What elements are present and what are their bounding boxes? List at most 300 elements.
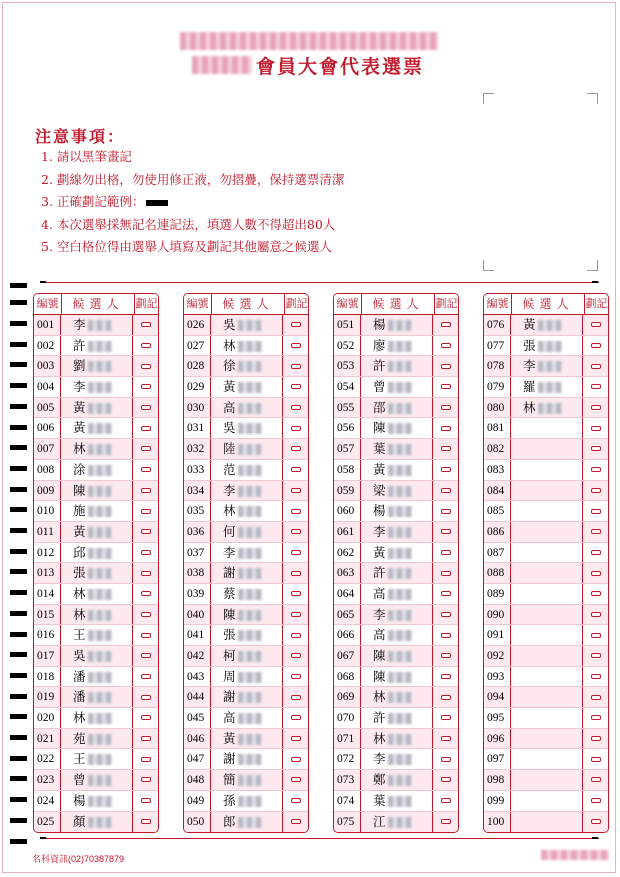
candidate-name[interactable] (511, 791, 583, 811)
mark-cell[interactable] (433, 563, 458, 583)
mark-box-icon[interactable] (291, 653, 301, 658)
mark-cell[interactable] (133, 543, 158, 563)
mark-cell[interactable] (583, 481, 608, 501)
mark-cell[interactable] (433, 749, 458, 769)
mark-box-icon[interactable] (441, 384, 451, 389)
mark-cell[interactable] (583, 646, 608, 666)
mark-cell[interactable] (433, 439, 458, 459)
mark-cell[interactable] (583, 522, 608, 542)
mark-cell[interactable] (133, 460, 158, 480)
mark-cell[interactable] (133, 667, 158, 687)
mark-box-icon[interactable] (141, 715, 151, 720)
mark-cell[interactable] (283, 563, 308, 583)
mark-cell[interactable] (433, 543, 458, 563)
mark-box-icon[interactable] (141, 591, 151, 596)
mark-box-icon[interactable] (441, 695, 451, 700)
mark-cell[interactable] (133, 646, 158, 666)
mark-cell[interactable] (583, 418, 608, 438)
candidate-name[interactable] (361, 812, 433, 833)
candidate-name[interactable] (361, 501, 433, 521)
mark-box-icon[interactable] (591, 633, 601, 638)
candidate-name[interactable] (211, 377, 283, 397)
mark-box-icon[interactable] (591, 488, 601, 493)
mark-box-icon[interactable] (141, 322, 151, 327)
mark-cell[interactable] (583, 667, 608, 687)
mark-box-icon[interactable] (591, 695, 601, 700)
mark-cell[interactable] (283, 377, 308, 397)
candidate-name[interactable] (61, 667, 133, 687)
mark-box-icon[interactable] (291, 819, 301, 824)
mark-cell[interactable] (283, 481, 308, 501)
candidate-name[interactable] (361, 687, 433, 707)
mark-box-icon[interactable] (141, 446, 151, 451)
mark-cell[interactable] (433, 729, 458, 749)
candidate-name[interactable] (511, 543, 583, 563)
mark-box-icon[interactable] (291, 612, 301, 617)
mark-box-icon[interactable] (141, 819, 151, 824)
mark-cell[interactable] (433, 398, 458, 418)
candidate-name[interactable] (361, 770, 433, 790)
mark-cell[interactable] (433, 377, 458, 397)
mark-cell[interactable] (583, 460, 608, 480)
mark-box-icon[interactable] (291, 591, 301, 596)
mark-cell[interactable] (283, 584, 308, 604)
mark-box-icon[interactable] (291, 633, 301, 638)
mark-cell[interactable] (283, 543, 308, 563)
candidate-name[interactable] (61, 460, 133, 480)
mark-box-icon[interactable] (291, 571, 301, 576)
mark-box-icon[interactable] (441, 653, 451, 658)
mark-box-icon[interactable] (291, 364, 301, 369)
mark-box-icon[interactable] (591, 467, 601, 472)
mark-box-icon[interactable] (441, 509, 451, 514)
mark-cell[interactable] (133, 625, 158, 645)
candidate-name[interactable] (211, 749, 283, 769)
mark-cell[interactable] (583, 336, 608, 356)
mark-box-icon[interactable] (441, 550, 451, 555)
mark-box-icon[interactable] (591, 798, 601, 803)
candidate-name[interactable] (511, 563, 583, 583)
mark-cell[interactable] (433, 708, 458, 728)
candidate-name[interactable] (61, 356, 133, 376)
candidate-name[interactable] (511, 770, 583, 790)
mark-box-icon[interactable] (441, 757, 451, 762)
mark-cell[interactable] (133, 729, 158, 749)
mark-box-icon[interactable] (591, 364, 601, 369)
mark-cell[interactable] (283, 708, 308, 728)
mark-cell[interactable] (133, 812, 158, 833)
mark-cell[interactable] (133, 605, 158, 625)
candidate-name[interactable] (361, 439, 433, 459)
candidate-name[interactable] (211, 336, 283, 356)
mark-cell[interactable] (283, 646, 308, 666)
mark-cell[interactable] (283, 667, 308, 687)
mark-cell[interactable] (283, 729, 308, 749)
mark-box-icon[interactable] (441, 591, 451, 596)
mark-cell[interactable] (133, 770, 158, 790)
candidate-name[interactable] (511, 398, 583, 418)
mark-box-icon[interactable] (591, 343, 601, 348)
mark-cell[interactable] (433, 522, 458, 542)
candidate-name[interactable] (61, 584, 133, 604)
mark-box-icon[interactable] (291, 715, 301, 720)
mark-box-icon[interactable] (441, 736, 451, 741)
mark-box-icon[interactable] (141, 384, 151, 389)
mark-box-icon[interactable] (141, 633, 151, 638)
mark-box-icon[interactable] (291, 695, 301, 700)
mark-cell[interactable] (583, 729, 608, 749)
mark-cell[interactable] (583, 584, 608, 604)
candidate-name[interactable] (61, 749, 133, 769)
candidate-name[interactable] (361, 584, 433, 604)
candidate-name[interactable] (211, 584, 283, 604)
mark-cell[interactable] (583, 605, 608, 625)
candidate-name[interactable] (211, 315, 283, 335)
mark-box-icon[interactable] (441, 488, 451, 493)
mark-cell[interactable] (433, 336, 458, 356)
candidate-name[interactable] (211, 522, 283, 542)
candidate-name[interactable] (511, 315, 583, 335)
mark-box-icon[interactable] (591, 674, 601, 679)
mark-cell[interactable] (133, 749, 158, 769)
mark-box-icon[interactable] (441, 529, 451, 534)
mark-box-icon[interactable] (291, 467, 301, 472)
candidate-name[interactable] (361, 543, 433, 563)
mark-box-icon[interactable] (591, 529, 601, 534)
candidate-name[interactable] (361, 336, 433, 356)
mark-cell[interactable] (583, 791, 608, 811)
mark-box-icon[interactable] (441, 322, 451, 327)
mark-box-icon[interactable] (141, 571, 151, 576)
mark-cell[interactable] (133, 336, 158, 356)
mark-cell[interactable] (583, 377, 608, 397)
candidate-name[interactable] (61, 315, 133, 335)
candidate-name[interactable] (211, 543, 283, 563)
mark-box-icon[interactable] (591, 736, 601, 741)
mark-box-icon[interactable] (141, 798, 151, 803)
candidate-name[interactable] (511, 605, 583, 625)
mark-box-icon[interactable] (141, 364, 151, 369)
mark-cell[interactable] (133, 501, 158, 521)
mark-box-icon[interactable] (291, 550, 301, 555)
candidate-name[interactable] (361, 418, 433, 438)
mark-box-icon[interactable] (591, 612, 601, 617)
candidate-name[interactable] (361, 791, 433, 811)
mark-box-icon[interactable] (591, 550, 601, 555)
candidate-name[interactable] (61, 439, 133, 459)
candidate-name[interactable] (211, 812, 283, 833)
candidate-name[interactable] (511, 708, 583, 728)
candidate-name[interactable] (361, 646, 433, 666)
mark-box-icon[interactable] (441, 798, 451, 803)
candidate-name[interactable] (211, 646, 283, 666)
mark-cell[interactable] (433, 667, 458, 687)
candidate-name[interactable] (511, 667, 583, 687)
mark-box-icon[interactable] (291, 488, 301, 493)
candidate-name[interactable] (511, 439, 583, 459)
mark-cell[interactable] (433, 812, 458, 833)
mark-box-icon[interactable] (591, 509, 601, 514)
candidate-name[interactable] (361, 605, 433, 625)
mark-cell[interactable] (433, 315, 458, 335)
mark-box-icon[interactable] (591, 446, 601, 451)
candidate-name[interactable] (361, 398, 433, 418)
mark-cell[interactable] (583, 687, 608, 707)
candidate-name[interactable] (211, 501, 283, 521)
mark-box-icon[interactable] (441, 633, 451, 638)
mark-box-icon[interactable] (441, 467, 451, 472)
candidate-name[interactable] (61, 687, 133, 707)
mark-box-icon[interactable] (141, 426, 151, 431)
candidate-name[interactable] (361, 667, 433, 687)
mark-cell[interactable] (583, 439, 608, 459)
mark-cell[interactable] (283, 625, 308, 645)
candidate-name[interactable] (61, 522, 133, 542)
mark-box-icon[interactable] (141, 674, 151, 679)
mark-box-icon[interactable] (591, 384, 601, 389)
mark-cell[interactable] (433, 501, 458, 521)
candidate-name[interactable] (211, 439, 283, 459)
mark-cell[interactable] (283, 605, 308, 625)
mark-cell[interactable] (433, 605, 458, 625)
candidate-name[interactable] (361, 563, 433, 583)
mark-cell[interactable] (583, 749, 608, 769)
candidate-name[interactable] (511, 625, 583, 645)
mark-box-icon[interactable] (141, 757, 151, 762)
candidate-name[interactable] (511, 501, 583, 521)
mark-cell[interactable] (433, 418, 458, 438)
candidate-name[interactable] (61, 625, 133, 645)
candidate-name[interactable] (61, 563, 133, 583)
mark-cell[interactable] (433, 625, 458, 645)
mark-box-icon[interactable] (441, 364, 451, 369)
mark-cell[interactable] (433, 481, 458, 501)
candidate-name[interactable] (61, 501, 133, 521)
mark-box-icon[interactable] (441, 405, 451, 410)
candidate-name[interactable] (61, 543, 133, 563)
mark-cell[interactable] (133, 356, 158, 376)
mark-box-icon[interactable] (141, 777, 151, 782)
mark-cell[interactable] (433, 646, 458, 666)
mark-box-icon[interactable] (141, 405, 151, 410)
mark-box-icon[interactable] (441, 571, 451, 576)
mark-cell[interactable] (133, 563, 158, 583)
mark-box-icon[interactable] (141, 695, 151, 700)
mark-cell[interactable] (583, 543, 608, 563)
candidate-name[interactable] (361, 522, 433, 542)
mark-cell[interactable] (133, 481, 158, 501)
candidate-name[interactable] (511, 729, 583, 749)
mark-box-icon[interactable] (291, 426, 301, 431)
mark-box-icon[interactable] (291, 446, 301, 451)
candidate-name[interactable] (61, 377, 133, 397)
mark-box-icon[interactable] (291, 777, 301, 782)
candidate-name[interactable] (61, 418, 133, 438)
mark-box-icon[interactable] (291, 674, 301, 679)
mark-cell[interactable] (283, 770, 308, 790)
candidate-name[interactable] (211, 667, 283, 687)
mark-cell[interactable] (583, 501, 608, 521)
mark-box-icon[interactable] (591, 426, 601, 431)
mark-cell[interactable] (133, 418, 158, 438)
mark-box-icon[interactable] (291, 736, 301, 741)
mark-cell[interactable] (283, 501, 308, 521)
candidate-name[interactable] (211, 708, 283, 728)
mark-box-icon[interactable] (591, 405, 601, 410)
mark-cell[interactable] (283, 356, 308, 376)
mark-cell[interactable] (133, 439, 158, 459)
mark-box-icon[interactable] (141, 612, 151, 617)
mark-cell[interactable] (583, 625, 608, 645)
mark-cell[interactable] (283, 439, 308, 459)
candidate-name[interactable] (511, 460, 583, 480)
candidate-name[interactable] (61, 336, 133, 356)
candidate-name[interactable] (211, 460, 283, 480)
mark-box-icon[interactable] (291, 529, 301, 534)
mark-cell[interactable] (133, 315, 158, 335)
mark-cell[interactable] (283, 418, 308, 438)
candidate-name[interactable] (211, 770, 283, 790)
mark-cell[interactable] (283, 749, 308, 769)
mark-cell[interactable] (433, 356, 458, 376)
candidate-name[interactable] (511, 418, 583, 438)
mark-box-icon[interactable] (591, 757, 601, 762)
candidate-name[interactable] (61, 791, 133, 811)
mark-box-icon[interactable] (441, 715, 451, 720)
mark-box-icon[interactable] (291, 757, 301, 762)
candidate-name[interactable] (211, 398, 283, 418)
candidate-name[interactable] (511, 522, 583, 542)
mark-box-icon[interactable] (291, 343, 301, 348)
candidate-name[interactable] (511, 646, 583, 666)
candidate-name[interactable] (511, 749, 583, 769)
candidate-name[interactable] (511, 356, 583, 376)
mark-box-icon[interactable] (291, 509, 301, 514)
mark-cell[interactable] (583, 398, 608, 418)
mark-box-icon[interactable] (591, 715, 601, 720)
mark-box-icon[interactable] (141, 343, 151, 348)
mark-cell[interactable] (283, 522, 308, 542)
mark-box-icon[interactable] (441, 819, 451, 824)
mark-box-icon[interactable] (141, 550, 151, 555)
candidate-name[interactable] (61, 770, 133, 790)
candidate-name[interactable] (211, 729, 283, 749)
mark-box-icon[interactable] (141, 509, 151, 514)
candidate-name[interactable] (61, 398, 133, 418)
mark-cell[interactable] (133, 791, 158, 811)
mark-cell[interactable] (583, 812, 608, 833)
candidate-name[interactable] (211, 605, 283, 625)
mark-cell[interactable] (283, 336, 308, 356)
mark-box-icon[interactable] (291, 322, 301, 327)
mark-box-icon[interactable] (441, 343, 451, 348)
mark-cell[interactable] (283, 812, 308, 833)
mark-cell[interactable] (583, 563, 608, 583)
candidate-name[interactable] (511, 336, 583, 356)
mark-box-icon[interactable] (591, 819, 601, 824)
mark-box-icon[interactable] (141, 488, 151, 493)
mark-box-icon[interactable] (141, 529, 151, 534)
mark-box-icon[interactable] (591, 322, 601, 327)
mark-box-icon[interactable] (591, 777, 601, 782)
candidate-name[interactable] (511, 377, 583, 397)
mark-cell[interactable] (133, 687, 158, 707)
candidate-name[interactable] (211, 418, 283, 438)
candidate-name[interactable] (61, 605, 133, 625)
mark-cell[interactable] (433, 460, 458, 480)
mark-box-icon[interactable] (291, 384, 301, 389)
mark-box-icon[interactable] (441, 446, 451, 451)
mark-box-icon[interactable] (591, 591, 601, 596)
mark-cell[interactable] (583, 770, 608, 790)
mark-cell[interactable] (583, 315, 608, 335)
mark-box-icon[interactable] (291, 405, 301, 410)
mark-box-icon[interactable] (141, 653, 151, 658)
mark-cell[interactable] (433, 584, 458, 604)
mark-cell[interactable] (133, 708, 158, 728)
candidate-name[interactable] (61, 708, 133, 728)
candidate-name[interactable] (61, 812, 133, 833)
mark-cell[interactable] (283, 791, 308, 811)
mark-box-icon[interactable] (591, 653, 601, 658)
candidate-name[interactable] (61, 729, 133, 749)
mark-box-icon[interactable] (141, 467, 151, 472)
candidate-name[interactable] (361, 481, 433, 501)
mark-cell[interactable] (433, 687, 458, 707)
mark-cell[interactable] (283, 687, 308, 707)
candidate-name[interactable] (211, 563, 283, 583)
mark-cell[interactable] (583, 356, 608, 376)
mark-cell[interactable] (133, 522, 158, 542)
candidate-name[interactable] (61, 646, 133, 666)
candidate-name[interactable] (361, 625, 433, 645)
candidate-name[interactable] (511, 687, 583, 707)
mark-box-icon[interactable] (291, 798, 301, 803)
mark-cell[interactable] (133, 377, 158, 397)
mark-box-icon[interactable] (441, 426, 451, 431)
mark-box-icon[interactable] (141, 736, 151, 741)
candidate-name[interactable] (61, 481, 133, 501)
mark-cell[interactable] (133, 584, 158, 604)
candidate-name[interactable] (211, 791, 283, 811)
candidate-name[interactable] (361, 749, 433, 769)
candidate-name[interactable] (361, 356, 433, 376)
candidate-name[interactable] (211, 356, 283, 376)
candidate-name[interactable] (211, 481, 283, 501)
candidate-name[interactable] (361, 460, 433, 480)
candidate-name[interactable] (211, 625, 283, 645)
mark-box-icon[interactable] (441, 777, 451, 782)
mark-cell[interactable] (283, 398, 308, 418)
candidate-name[interactable] (511, 812, 583, 833)
mark-box-icon[interactable] (591, 571, 601, 576)
candidate-name[interactable] (361, 377, 433, 397)
candidate-name[interactable] (511, 584, 583, 604)
mark-cell[interactable] (283, 460, 308, 480)
mark-cell[interactable] (133, 398, 158, 418)
mark-cell[interactable] (283, 315, 308, 335)
candidate-name[interactable] (361, 708, 433, 728)
candidate-name[interactable] (211, 687, 283, 707)
candidate-name[interactable] (511, 481, 583, 501)
candidate-name[interactable] (361, 729, 433, 749)
candidate-name[interactable] (361, 315, 433, 335)
mark-cell[interactable] (433, 770, 458, 790)
mark-box-icon[interactable] (441, 674, 451, 679)
mark-cell[interactable] (433, 791, 458, 811)
mark-cell[interactable] (583, 708, 608, 728)
mark-box-icon[interactable] (441, 612, 451, 617)
